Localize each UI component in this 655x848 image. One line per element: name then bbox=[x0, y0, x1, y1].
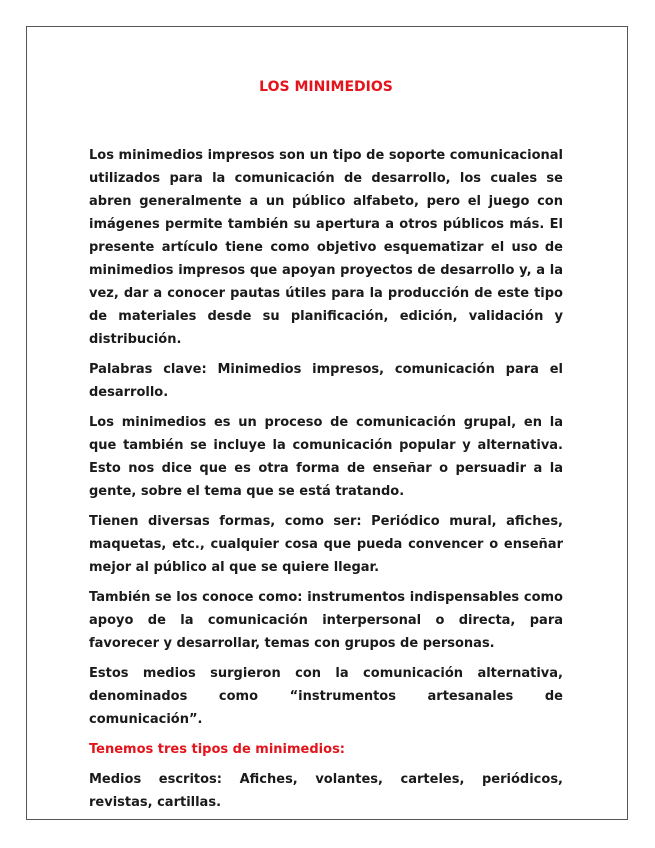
paragraph-abstract: Los minimedios impresos son un tipo de soporte comunicacional utilizados para la comunicación de desarrollo, los cuales se abren generalmente a un público alfabeto, pero el juego con imágenes permite también su apertura a otros públicos más. El presente artículo tiene como objetivo esquematizar el uso de minimedios impresos que apoyan proyectos de desarrollo y, a la vez, dar a conocer pautas útiles para la producción de este tipo de materiales desde su planificación, edición, validación y distribución. bbox=[89, 148, 563, 347]
paragraph-instruments: También se los conoce como: instrumentos indispensables como apoyo de la comunicación interpersonal o directa, para favorecer y desarrollar, temas con grupos de personas. bbox=[89, 590, 563, 651]
document-page bbox=[26, 26, 628, 820]
paragraph-forms: Tienen diversas formas, como ser: Periódico mural, afiches, maquetas, etc., cualquier cosa que pueda convencer o enseñar mejor al público al que se quiere llegar. bbox=[89, 514, 563, 575]
paragraph-written-media: Medios escritos: Afiches, volantes, carteles, periódicos, revistas, cartillas. bbox=[89, 772, 563, 810]
page-title: LOS MINIMEDIOS bbox=[259, 79, 393, 95]
paragraph-definition: Los minimedios es un proceso de comunicación grupal, en la que también se incluye la comunicación popular y alternativa. Esto nos dice que es otra forma de enseñar o persuadir a la gente, sobre el tema que se está tratando. bbox=[89, 415, 563, 499]
paragraph-origin: Estos medios surgieron con la comunicación alternativa, denominados como “instrumentos artesanales de comunicación”. bbox=[89, 666, 563, 727]
paragraph-keywords: Palabras clave: Minimedios impresos, comunicación para el desarrollo. bbox=[89, 362, 563, 400]
section-heading-types: Tenemos tres tipos de minimedios: bbox=[89, 742, 346, 757]
document-body bbox=[89, 77, 563, 821]
